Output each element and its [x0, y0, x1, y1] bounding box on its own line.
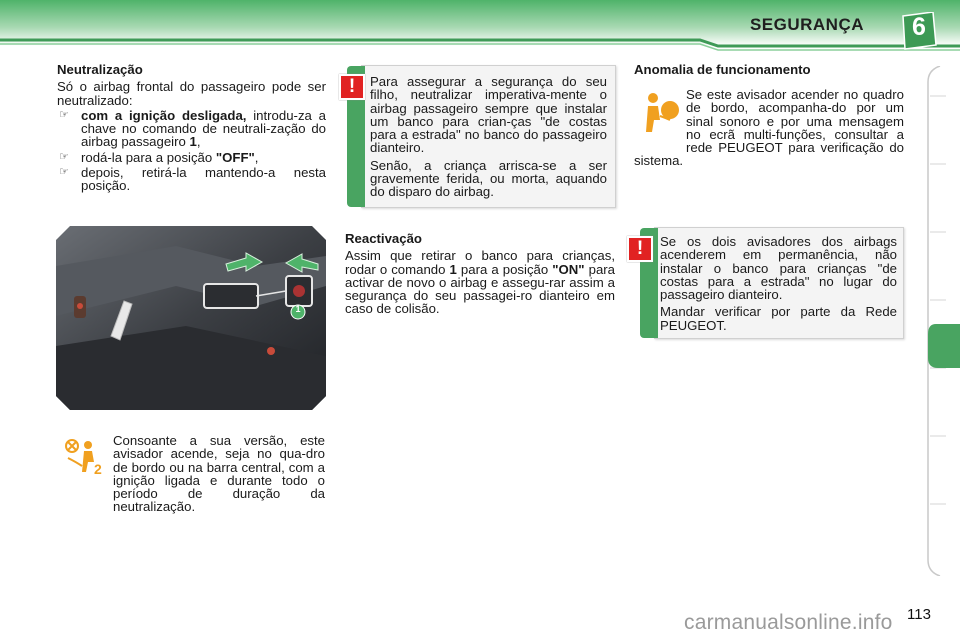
warning-text-2: Senão, a criança arrisca-se a ser gravemente ferida, ou morta, aquando do disparo do airbag. — [370, 157, 607, 200]
neutralization-heading: Neutralização — [57, 62, 143, 77]
reactivation-heading: Reactivação — [345, 231, 422, 246]
hand-pointer-icon: ☞ — [59, 166, 69, 179]
svg-text:2: 2 — [94, 461, 102, 476]
header-banner — [0, 0, 960, 52]
warning-text-1: Para assegurar a segurança do seu filho, neutralizar imperativa-mente o airbag passageiro sempre que instalar um banco para crian-ças "de costas para a estrada" no banco do passageiro dianteiro. — [370, 74, 607, 156]
airbag-switch-photo — [56, 226, 326, 410]
airbag-off-icon — [58, 436, 110, 476]
hand-pointer-icon: ☞ — [59, 150, 69, 163]
neutralization-intro: Só o airbag frontal do passageiro pode ser neutralizado: — [57, 79, 326, 108]
warning-text-1: Se os dois avisadores dos airbags acenderem em permanência, não instalar o banco para crianças "de costas para a estrada" no lugar do passageiro dianteiro. — [660, 234, 897, 303]
reactivation-text: Assim que retirar o banco para crianças, rodar o comando 1 para a posição "ON" para activar de novo o airbag e assegu-rar assim a segurança do seu passagei-ro dianteiro em caso de colisão. — [345, 248, 616, 317]
photo-callout-1: 1 — [295, 304, 301, 314]
malfunction-text-block — [634, 88, 904, 168]
section-title: SEGURANÇA — [749, 15, 864, 34]
watermark: carmanualsonline.info — [684, 611, 893, 634]
warning-exclamation-icon: ! — [339, 74, 365, 100]
warning-text-2: Mandar verificar por parte da Rede PEUGEOT. — [660, 304, 897, 333]
chapter-tabs-sidebar — [926, 66, 960, 576]
airbag-fault-warning-box — [654, 227, 904, 339]
malfunction-text: Se este avisador acender no quadro de bordo, acompanha-do por um sinal sonoro e por uma mensagem no ecrã multi-funções, consultar a rede PEUGEOT para verificação do sistema. — [634, 87, 904, 169]
malfunction-heading: Anomalia de funcionamento — [634, 62, 811, 77]
list-item: ☞ rodá-la para a posição "OFF", — [59, 149, 259, 165]
warning-exclamation-icon: ! — [627, 236, 653, 262]
reactivation-section — [345, 232, 615, 316]
chapter-number: 6 — [912, 13, 926, 41]
indicator-note: Consoante a sua versão, este avisador acende, seja no qua-dro de bordo ou na barra central, com a ignição ligada e durante todo o período de duração da neutralização. — [113, 433, 325, 515]
page-number: 113 — [907, 606, 931, 623]
list-item: ☞ com a ignição desligada, introdu-za a chave no comando de neutrali-zação do airbag passageiro 1, — [59, 107, 326, 150]
hand-pointer-icon: ☞ — [59, 108, 69, 121]
list-item: ☞ depois, retirá-la mantendo-a nesta posição. — [59, 165, 326, 194]
neutralization-section — [57, 63, 326, 193]
child-seat-warning-box — [361, 65, 616, 208]
